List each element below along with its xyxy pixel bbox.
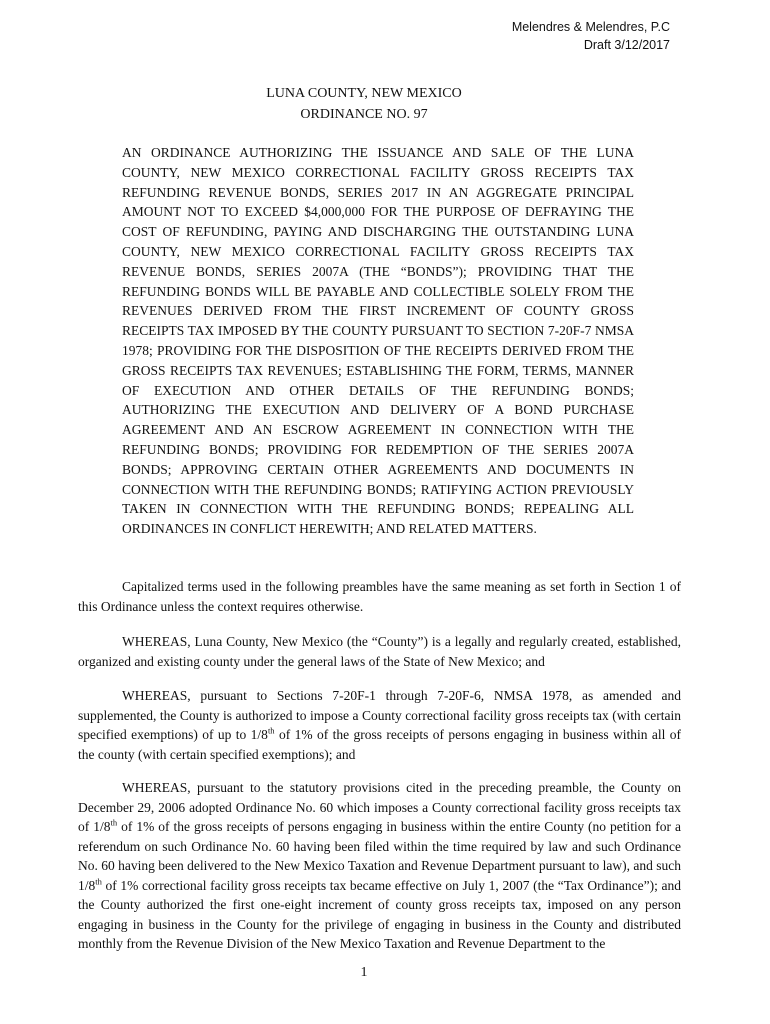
preamble-paragraph-authority (78, 686, 681, 764)
ordinance-caption: AN ORDINANCE AUTHORIZING THE ISSUANCE AND SALE OF THE LUNA COUNTY, NEW MEXICO CORRECTIONAL FACILITY GROSS RECEIPTS TAX REFUNDING REVENUE BONDS, SERIES 2017 IN AN AGGREGATE PRINCIPAL AMOUNT NOT TO EXCEED $4,000,000 FOR THE PURPOSE OF DEFRAYING THE COST OF REFUNDING, PAYING AND DISCHARGING THE OUTSTANDING LUNA COUNTY, NEW MEXICO CORRECTIONAL FACILITY GROSS RECEIPTS TAX REVENUE BONDS, SERIES 2007A (THE “BONDS”); PROVIDING THAT THE REFUNDING BONDS WILL BE PAYABLE AND COLLECTIBLE SOLELY FROM THE REVENUES DERIVED FROM THE FIRST INCREMENT OF COUNTY GROSS RECEIPTS TAX IMPOSED BY THE COUNTY PURSUANT TO SECTION 7-20F-7 NMSA 1978; PROVIDING FOR THE DISPOSITION OF THE RECEIPTS DERIVED FROM THE GROSS RECEIPTS TAX REVENUES; ESTABLISHING THE FORM, TERMS, MANNER OF EXECUTION AND OTHER DETAILS OF THE REFUNDING BONDS; AUTHORIZING THE EXECUTION AND DELIVERY OF A BOND PURCHASE AGREEMENT AND AN ESCROW AGREEMENT IN CONNECTION WITH THE REFUNDING BONDS; PROVIDING FOR REDEMPTION OF THE SERIES 2007A BONDS; APPROVING CERTAIN OTHER AGREEMENTS AND DOCUMENTS IN CONNECTION WITH THE REFUNDING BONDS; RATIFYING ACTION PREVIOUSLY TAKEN IN CONNECTION WITH THE REFUNDING BONDS; REPEALING ALL ORDINANCES IN CONFLICT HEREWITH; AND RELATED MATTERS. (122, 145, 634, 537)
draft-date: Draft 3/12/2017 (583, 38, 670, 52)
paragraph-text: Capitalized terms used in the following preambles have the same meaning as set forth in Section 1 of this Ordinance unless the context requires otherwise. (78, 579, 681, 614)
preamble-paragraph-definitions (78, 577, 681, 616)
superscript: th (267, 725, 275, 736)
paragraph-text: WHEREAS, Luna County, New Mexico (the “County”) is a legally and regularly created, established, organized and existing county under the general laws of the State of New Mexico; and (78, 634, 681, 669)
superscript: th (110, 817, 118, 828)
county-title: LUNA COUNTY, NEW MEXICO (266, 86, 462, 101)
paragraph-text: of 1% of the gross receipts of persons engaging in business within all of the county (with certain specified exemptions); and (78, 727, 681, 762)
paragraph-text: of 1% correctional facility gross receipts tax became effective on July 1, 2007 (the “Tax Ordinance”); and the County authorized the first one-eight increment of county gross receipts tax, imposed on any person engaging in business in the County for the privilege of engaging in business in the County and distributed monthly from the Revenue Division of the New Mexico Taxation and Revenue Department to the (78, 877, 681, 951)
paragraph-text: WHEREAS, pursuant to Sections 7-20F-1 through 7-20F-6, NMSA 1978, as amended and supplemented, the County is authorized to impose a County correctional facility gross receipts tax (with certain specified exemptions) of up to 1/8 (78, 688, 681, 742)
superscript: th (95, 876, 102, 886)
page-number: 1 (360, 965, 368, 980)
firm-name: Melendres & Melendres, P.C (511, 20, 670, 34)
paragraph-text: of 1% of the gross receipts of persons engaging in business within the entire County (no petition for a referendum on such Ordinance No. 60 having been filed within the time required by law and such Ordinance No. 60 having been delivered to the New Mexico Taxation and Revenue Department pursuant to law), and such 1/8 (78, 819, 681, 893)
preamble-paragraph-county (78, 632, 681, 671)
preamble-paragraph-ordinance-60 (78, 778, 681, 954)
ordinance-number: ORDINANCE NO. 97 (300, 107, 428, 122)
draft-header (512, 18, 670, 54)
paragraph-text: WHEREAS, pursuant to the statutory provisions cited in the preceding preamble, the County on December 29, 2006 adopted Ordinance No. 60 which imposes a County correctional facility gross receipts tax of 1/8 (78, 780, 681, 834)
